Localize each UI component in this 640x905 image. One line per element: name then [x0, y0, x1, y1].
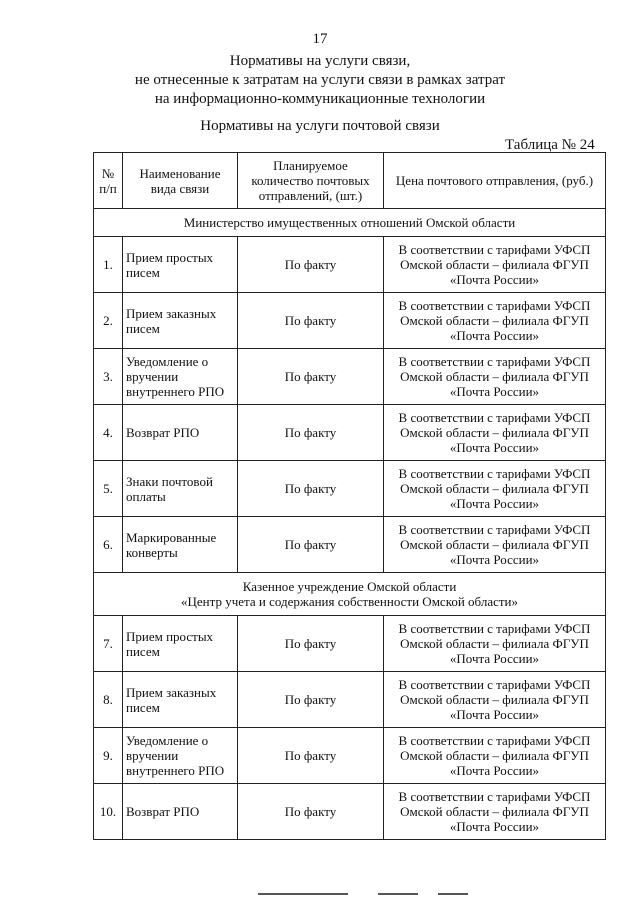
page-number: 17 — [312, 31, 328, 47]
title-line-3: на информационно-коммуникационные технологии — [154, 91, 486, 107]
header-qty: Планируемое количество почтовых отправлений, (шт.) — [238, 153, 384, 209]
table-row: 1. Прием простых писем По факту В соответствии с тарифами УФСП Омской области – филиала ФГУП «Почта России» — [94, 237, 606, 293]
scan-artifact-line — [258, 893, 348, 895]
table-number: Таблица № 24 — [505, 137, 595, 153]
table-row: 7. Прием простых писем По факту В соответствии с тарифами УФСП Омской области – филиала ФГУП «Почта России» — [94, 616, 606, 672]
header-num: № п/п — [94, 153, 123, 209]
scan-artifact-line — [378, 893, 418, 895]
title-line-1: Нормативы на услуги связи, — [229, 53, 411, 69]
document-title — [0, 52, 640, 109]
header-name: Наименование вида связи — [123, 153, 238, 209]
table-row: 2. Прием заказных писем По факту В соответствии с тарифами УФСП Омской области – филиала ФГУП «Почта России» — [94, 293, 606, 349]
table-row: 8. Прием заказных писем По факту В соответствии с тарифами УФСП Омской области – филиала ФГУП «Почта России» — [94, 672, 606, 728]
norms-table — [93, 152, 606, 840]
table-row: 3. Уведомление о вручении внутреннего РПО По факту В соответствии с тарифами УФСП Омской области – филиала ФГУП «Почта России» — [94, 349, 606, 405]
table-subtitle: Нормативы на услуги почтовой связи — [200, 118, 440, 134]
title-line-2: не отнесенные к затратам на услуги связи в рамках затрат — [134, 72, 506, 88]
table-row: 10. Возврат РПО По факту В соответствии с тарифами УФСП Омской области – филиала ФГУП «Почта России» — [94, 784, 606, 840]
table-row: 9. Уведомление о вручении внутреннего РПО По факту В соответствии с тарифами УФСП Омской области – филиала ФГУП «Почта России» — [94, 728, 606, 784]
section-title-1: Министерство имущественных отношений Омской области — [94, 209, 606, 237]
section-row-2 — [94, 573, 606, 616]
table-row: 5. Знаки почтовой оплаты По факту В соответствии с тарифами УФСП Омской области – филиала ФГУП «Почта России» — [94, 461, 606, 517]
section-row-1 — [94, 209, 606, 237]
header-price: Цена почтового отправления, (руб.) — [384, 153, 606, 209]
table-row: 4. Возврат РПО По факту В соответствии с тарифами УФСП Омской области – филиала ФГУП «Почта России» — [94, 405, 606, 461]
table-header-row — [94, 153, 606, 209]
scan-artifact-line — [438, 893, 468, 895]
table-row: 6. Маркированные конверты По факту В соответствии с тарифами УФСП Омской области – филиала ФГУП «Почта России» — [94, 517, 606, 573]
section-title-2: Казенное учреждение Омской области «Центр учета и содержания собственности Омской области» — [94, 573, 606, 616]
